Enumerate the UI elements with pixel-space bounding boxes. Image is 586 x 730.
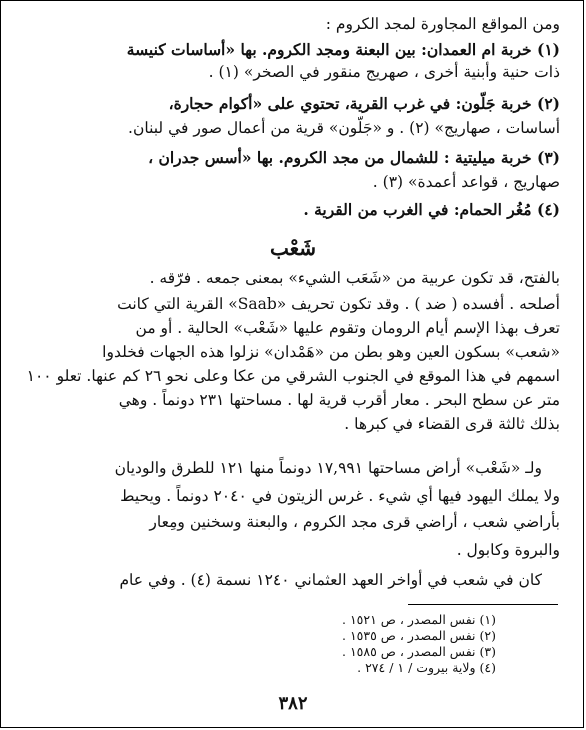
site-item-3-line-2: صهاريج ، قواعد أعمدة» (٣) . [372,173,560,191]
footnote-4: (٤) ولاية بيروت / ١ / ٢٧٤ . [357,660,496,675]
site-item-1-line-1: (١) خربة ام العمدان: بين البعنة ومجد الكروم. بها «أساسات كنيسة [126,40,560,59]
site-item-2-line-1: (٢) خربة جَلّون: في غرب القرية، تحتوي على «أكوام حجارة، [168,94,560,113]
body-line: بذلك ثالثة قرى القضاء في كبرها . [344,415,560,433]
footnote-1: (١) نفس المصدر ، ص ١٥٢١ . [342,612,496,627]
paragraph2-line: ولا يملك اليهود فيها أي شيء . غرس الزيتون في ٢٠٤٠ دونماً . ويحيط [120,487,560,505]
body-line: متر عن سطح البحر . معار أقرب قرية لها . مساحتها ٢٣١ دونماً . وهي [118,391,560,409]
body-line: اسمهم في هذا الموقع في الجنوب الشرقي من عكا وعلى نحو ٢٦ كم عنها. تعلو ١٠٠ [26,367,560,385]
site-item-1-line-2: ذات حنية وأبنية أخرى ، صهريج منقور في الصخر» (١) . [208,63,560,81]
page-number: ٣٨٢ [278,693,308,714]
footnote-rule [408,604,558,605]
site-item-2-line-2: أساسات ، صهاريج» (٢) . و «جَلّون» قرية من أعمال صور في لبنان. [128,119,560,137]
footnote-2: (٢) نفس المصدر ، ص ١٥٣٥ . [342,628,496,643]
paragraph3-line: كان في شعب في أواخر العهد العثماني ١٢٤٠ نسمة (٤) . وفي عام [119,571,542,589]
paragraph2-line: بأراضي شعب ، أراضي قرى مجد الكروم ، والبعنة وسخنين ومِعار [149,513,560,531]
intro-line: ومن المواقع المجاورة لمجد الكروم : [325,15,560,33]
footnote-3: (٣) نفس المصدر ، ص ١٥٨٥ . [342,644,496,659]
body-line: تعرف بهذا الإسم أيام الرومان وتقوم عليها «شَعْب» الحالية . أو من [135,319,560,337]
site-item-3-line-1: (٣) خربة ميليتية : للشمال من مجد الكروم. بها «أسس جدران ، [148,148,560,167]
site-item-4-line-1: (٤) مُغُر الحمام: في الغرب من القرية . [303,200,560,219]
body-line: بالفتح، قد تكون عربية من «شَعَب الشيء» بمعنى جمعه . فرّقه . [149,269,560,287]
body-line: أصلحه . أفسده ( ضد ) . وقد تكون تحريف «Saab» القرية التي كانت [117,295,560,313]
paragraph2-line: ولـ «شَعْب» أراض مساحتها ١٧,٩٩١ دونماً منها ١٢١ للطرق والوديان [114,459,542,477]
section-title: شَعْب [269,236,317,260]
paragraph2-line: والبروة وكابول . [456,541,560,559]
body-line: «شعب» بسكون العين وهو بطن من «هَمْدان» نزلوا هذه الجهات فخلدوا [102,343,560,361]
